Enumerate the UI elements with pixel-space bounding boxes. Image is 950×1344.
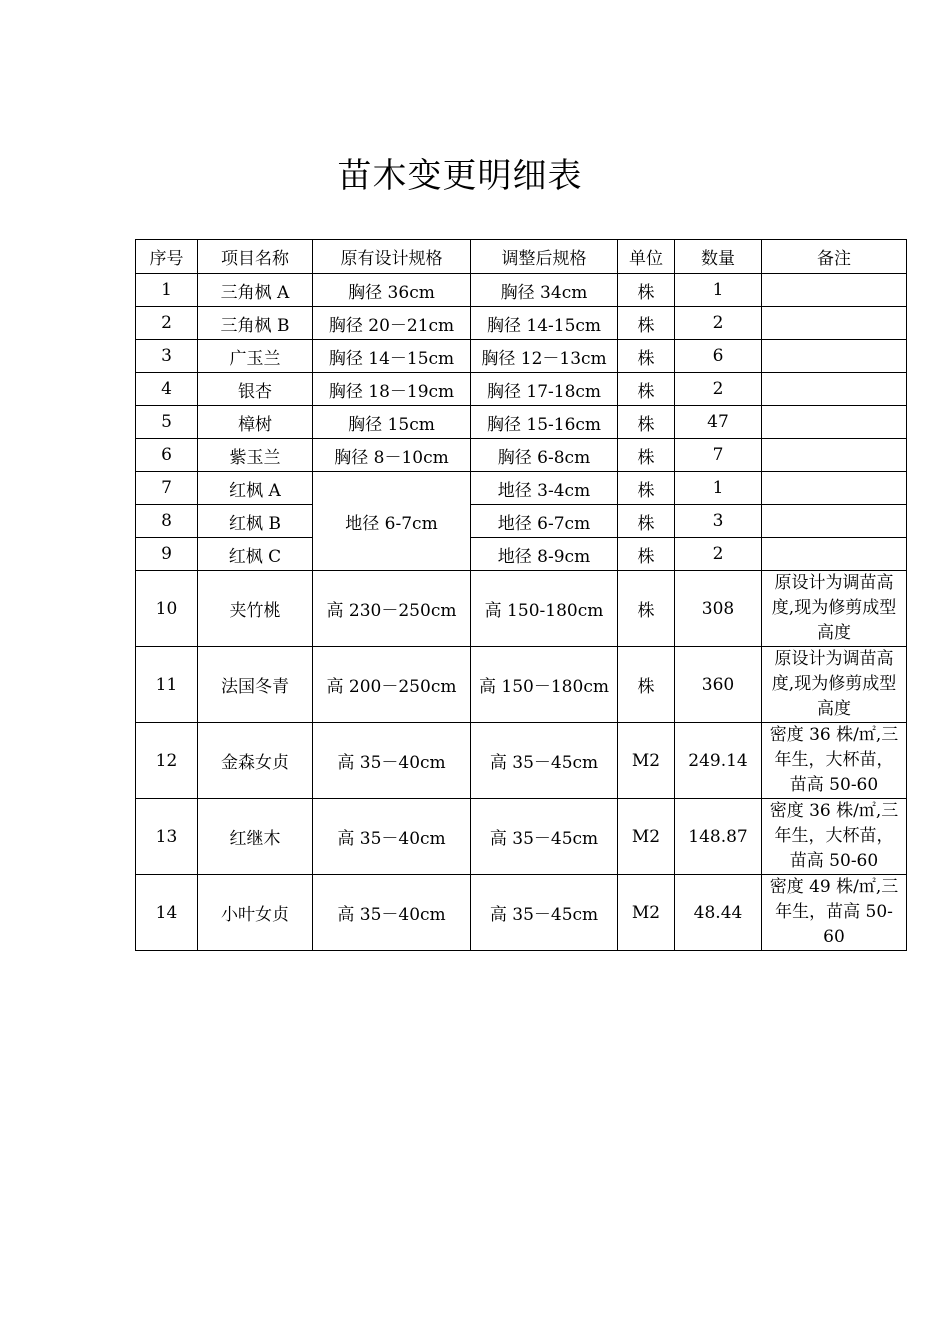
- cell-name: 红继木: [198, 799, 313, 875]
- table-row: [136, 723, 907, 799]
- table-header-row: [136, 240, 907, 274]
- cell-quantity: 47: [675, 406, 762, 439]
- cell-name: 金森女贞: [198, 723, 313, 799]
- cell-adjusted-spec: 地径 6-7cm: [471, 505, 618, 538]
- cell-note: [762, 538, 907, 571]
- cell-quantity: 249.14: [675, 723, 762, 799]
- cell-adjusted-spec: 地径 3-4cm: [471, 472, 618, 505]
- cell-quantity: 6: [675, 340, 762, 373]
- cell-name: 广玉兰: [198, 340, 313, 373]
- cell-quantity: 2: [675, 307, 762, 340]
- cell-name: 法国冬青: [198, 647, 313, 723]
- table-row: [136, 340, 907, 373]
- cell-note: 密度 36 株/㎡,三年生，大杯苗，苗高 50-60: [762, 723, 907, 799]
- table-row: [136, 505, 907, 538]
- cell-note: [762, 505, 907, 538]
- cell-note: [762, 406, 907, 439]
- cell-name: 红枫 B: [198, 505, 313, 538]
- cell-note: [762, 340, 907, 373]
- table-row: [136, 274, 907, 307]
- table-row: [136, 472, 907, 505]
- cell-adjusted-spec: 胸径 34cm: [471, 274, 618, 307]
- cell-adjusted-spec: 高 35－45cm: [471, 799, 618, 875]
- cell-note: [762, 439, 907, 472]
- cell-quantity: 2: [675, 538, 762, 571]
- table-row: [136, 373, 907, 406]
- header-original-spec: 原有设计规格: [313, 240, 471, 274]
- cell-adjusted-spec: 胸径 15-16cm: [471, 406, 618, 439]
- cell-quantity: 360: [675, 647, 762, 723]
- cell-original-spec: 高 230－250cm: [313, 571, 471, 647]
- cell-quantity: 48.44: [675, 875, 762, 951]
- cell-original-spec: 胸径 20－21cm: [313, 307, 471, 340]
- table-row: [136, 307, 907, 340]
- cell-original-spec: 高 200－250cm: [313, 647, 471, 723]
- cell-original-spec: 胸径 14－15cm: [313, 340, 471, 373]
- cell-no: 10: [136, 571, 198, 647]
- cell-unit: 株: [618, 373, 675, 406]
- cell-adjusted-spec: 胸径 6-8cm: [471, 439, 618, 472]
- cell-adjusted-spec: 胸径 17-18cm: [471, 373, 618, 406]
- cell-note: [762, 472, 907, 505]
- cell-no: 1: [136, 274, 198, 307]
- cell-name: 红枫 C: [198, 538, 313, 571]
- cell-quantity: 308: [675, 571, 762, 647]
- cell-unit: 株: [618, 505, 675, 538]
- cell-name: 小叶女贞: [198, 875, 313, 951]
- cell-name: 夹竹桃: [198, 571, 313, 647]
- header-no: 序号: [136, 240, 198, 274]
- cell-unit: 株: [618, 439, 675, 472]
- table-row: [136, 571, 907, 647]
- cell-no: 2: [136, 307, 198, 340]
- cell-adjusted-spec: 胸径 12－13cm: [471, 340, 618, 373]
- cell-name: 樟树: [198, 406, 313, 439]
- cell-quantity: 3: [675, 505, 762, 538]
- cell-unit: 株: [618, 472, 675, 505]
- page-title: 苗木变更明细表: [337, 156, 583, 196]
- cell-original-spec: 胸径 15cm: [313, 406, 471, 439]
- table-row: [136, 799, 907, 875]
- cell-adjusted-spec: 胸径 14-15cm: [471, 307, 618, 340]
- cell-note: [762, 274, 907, 307]
- cell-name: 三角枫 B: [198, 307, 313, 340]
- cell-no: 5: [136, 406, 198, 439]
- cell-name: 三角枫 A: [198, 274, 313, 307]
- cell-quantity: 2: [675, 373, 762, 406]
- cell-unit: M2: [618, 875, 675, 951]
- cell-unit: 株: [618, 571, 675, 647]
- cell-original-spec: 胸径 8－10cm: [313, 439, 471, 472]
- cell-name: 红枫 A: [198, 472, 313, 505]
- table-row: [136, 647, 907, 723]
- header-quantity: 数量: [675, 240, 762, 274]
- cell-original-spec: 高 35－40cm: [313, 799, 471, 875]
- cell-note: 原设计为调苗高度,现为修剪成型高度: [762, 571, 907, 647]
- cell-original-spec: 胸径 18－19cm: [313, 373, 471, 406]
- cell-unit: M2: [618, 723, 675, 799]
- cell-unit: 株: [618, 274, 675, 307]
- cell-adjusted-spec: 高 35－45cm: [471, 723, 618, 799]
- table-row: [136, 439, 907, 472]
- cell-note: 密度 49 株/㎡,三年生，苗高 50-60: [762, 875, 907, 951]
- cell-original-spec-merged: 地径 6-7cm: [313, 472, 471, 571]
- cell-no: 8: [136, 505, 198, 538]
- table-row: [136, 406, 907, 439]
- cell-unit: 株: [618, 538, 675, 571]
- cell-name: 紫玉兰: [198, 439, 313, 472]
- cell-note: 密度 36 株/㎡,三年生，大杯苗，苗高 50-60: [762, 799, 907, 875]
- cell-no: 13: [136, 799, 198, 875]
- cell-note: [762, 373, 907, 406]
- nursery-change-table: [135, 239, 907, 951]
- cell-adjusted-spec: 高 150－180cm: [471, 647, 618, 723]
- cell-no: 12: [136, 723, 198, 799]
- header-adjusted-spec: 调整后规格: [471, 240, 618, 274]
- cell-quantity: 7: [675, 439, 762, 472]
- cell-no: 9: [136, 538, 198, 571]
- cell-name: 银杏: [198, 373, 313, 406]
- cell-adjusted-spec: 高 35－45cm: [471, 875, 618, 951]
- cell-note: 原设计为调苗高度,现为修剪成型高度: [762, 647, 907, 723]
- cell-original-spec: 高 35－40cm: [313, 723, 471, 799]
- cell-no: 11: [136, 647, 198, 723]
- table-row: [136, 538, 907, 571]
- cell-unit: 株: [618, 647, 675, 723]
- cell-no: 3: [136, 340, 198, 373]
- cell-unit: 株: [618, 307, 675, 340]
- cell-no: 4: [136, 373, 198, 406]
- cell-note: [762, 307, 907, 340]
- header-name: 项目名称: [198, 240, 313, 274]
- cell-quantity: 1: [675, 472, 762, 505]
- cell-original-spec: 高 35－40cm: [313, 875, 471, 951]
- header-note: 备注: [762, 240, 907, 274]
- cell-adjusted-spec: 高 150-180cm: [471, 571, 618, 647]
- cell-no: 14: [136, 875, 198, 951]
- cell-no: 6: [136, 439, 198, 472]
- cell-unit: M2: [618, 799, 675, 875]
- cell-no: 7: [136, 472, 198, 505]
- cell-quantity: 1: [675, 274, 762, 307]
- table-row: [136, 875, 907, 951]
- cell-adjusted-spec: 地径 8-9cm: [471, 538, 618, 571]
- header-unit: 单位: [618, 240, 675, 274]
- cell-quantity: 148.87: [675, 799, 762, 875]
- cell-unit: 株: [618, 340, 675, 373]
- cell-unit: 株: [618, 406, 675, 439]
- cell-original-spec: 胸径 36cm: [313, 274, 471, 307]
